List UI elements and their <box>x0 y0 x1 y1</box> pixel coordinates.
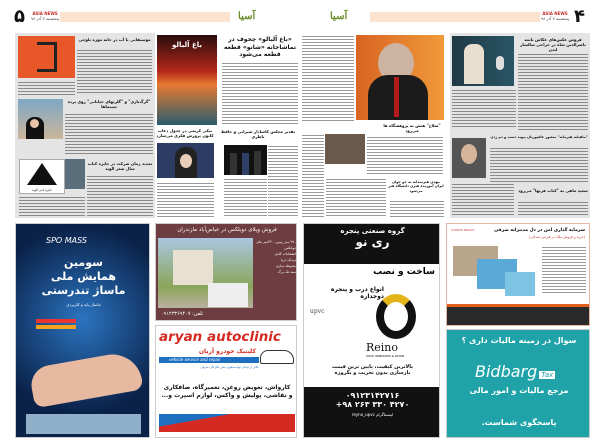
left-column <box>15 33 155 218</box>
poster-image: باغ آلبالو <box>157 35 217 125</box>
lead-headline: «باغ آلبالو» چخوف در تماشاخانه «شانو» قطعه قطعه می‌شود <box>223 36 297 58</box>
villa-phone[interactable]: تلفن: ۰۹۱۲۳۳۶۹۴۰۷ <box>161 311 204 317</box>
phone-2: +۹۸ ۲۶۳ ۳۳۰ ۴۲۷۰ <box>335 400 410 409</box>
logo-right: آسیا <box>330 11 348 22</box>
logo-left: آسیا <box>238 11 256 22</box>
article-title: سعید ماهی به "کتاب فرتها" می‌رود <box>518 188 588 193</box>
aryan-ad[interactable]: aryan autoclinic کلینیک خودرو آریان vehicle service and repair بالاتر از میدان نواب‌صفوی نبش باقرخان شرقی کارواش، تعویض روغن، تعمیرگاه، صافکاری و نقاشی، پولیش و واکس، لوازم اسپرت و... <box>155 325 297 438</box>
page-number-left: ۵ <box>14 6 25 27</box>
lead-photo <box>356 35 444 120</box>
article-image <box>325 134 365 164</box>
car-icon <box>260 350 294 364</box>
article-image <box>18 36 75 78</box>
article-title: "صلاح" هنش به پژوهشگاه ها می‌رود <box>380 123 444 133</box>
portrait-image <box>452 138 486 178</box>
page-number-right: ۴ <box>574 6 585 27</box>
masthead-right: ASIA NEWS پنجشنبه ۷ آذر ۹۸ <box>540 11 570 21</box>
article-title: تقدیر مجلس کاشادار شیرانی و حافظ ناظری <box>218 129 298 139</box>
article-title: نیکی کریمی در جدول دعاب کانون پرورش فکری می‌سازد <box>156 128 214 138</box>
reino-ad[interactable]: گروه صنعتی پنجره ری نو ساخت و نصب انواع درب و پنجره دوجداره upvc Reino UPVC WINDOWS & DOOR بالاترین کیفیت، پایین ترین قیمت بازسازی بدون تخریب و بگروزه ۰۹۱۲۳۱۴۲۷۱۶ +۹۸ ۲۶۳ ۳۳۰ ۴۲۷۰ اینستاگرام reyno_upvc <box>303 223 440 438</box>
cyprus-ad[interactable]: CYPRUS REALTY سرمایه گذاری امن در دل مدیترانه شرقی (خرید و فروش ملک در قبرس شمالی) <box>446 223 590 326</box>
badge-image: جایزه ادبی الوند <box>19 159 65 194</box>
article-title: "ماهبانه هنرمانه" منصور عاشوریان پیوند دست و دم زدن <box>490 135 588 139</box>
bidbarg-subtitle: مرجع مالیات و امور مالی <box>469 386 569 395</box>
hands-image <box>28 350 143 408</box>
spomass-ad[interactable]: SPO MASS سومین همایش ملی ماساژ تندرستی ماساژ پایه و کاربردی <box>15 223 150 438</box>
article-image <box>224 145 267 175</box>
masthead-left: ASIA NEWS پنجشنبه ۷ آذر ۹۸ <box>30 11 60 21</box>
painting-image <box>452 36 514 86</box>
article-title: موسیقایی با آب در خانه موزه بلوچی <box>78 37 151 42</box>
article-title: تمدید زمان شرکت در جایزه کتاب سال شعر الوند <box>87 161 153 171</box>
right-column <box>450 33 590 218</box>
article-title: فروش عکس‌های عکاس نابغه ناصرالدین شاه در حراجی سالسار لندن <box>518 37 588 52</box>
book-cover <box>65 159 85 189</box>
bidbarg-ad[interactable]: سوال در زمینه مالیات داری ؟ Bidbarg Tax مرجع مالیات و امور مالی پاسخگوی شماست. <box>446 329 590 438</box>
bidbarg-footer: پاسخگوی شماست. <box>481 418 557 427</box>
reino-logo-icon <box>376 294 416 339</box>
article-title: "گرگ‌بازی" و "گلریهای خیابانی" روی پرده سینماها <box>65 99 153 109</box>
article-image <box>18 99 63 139</box>
article-image <box>157 143 214 178</box>
phone-1: ۰۹۱۲۳۱۴۲۷۱۶ <box>345 391 400 400</box>
villa-ad[interactable]: فروش ویلای دوبلکس در عباس‌آباد مازندران ۲۷۰ متر زمین، ۳۲۰متر بنای دوبلکس انشعابات کامل نزدیک دریا محوطه سازی سند تک برگ تلفن: ۰۹۱۲۳۳۶۹۴۰۷ <box>155 223 297 321</box>
article-title: مهدی هنرمندانه به جو جوان ایران آموزنده هنری دانشگاه هنر می‌شود <box>388 180 444 193</box>
villa-photo <box>158 238 253 308</box>
